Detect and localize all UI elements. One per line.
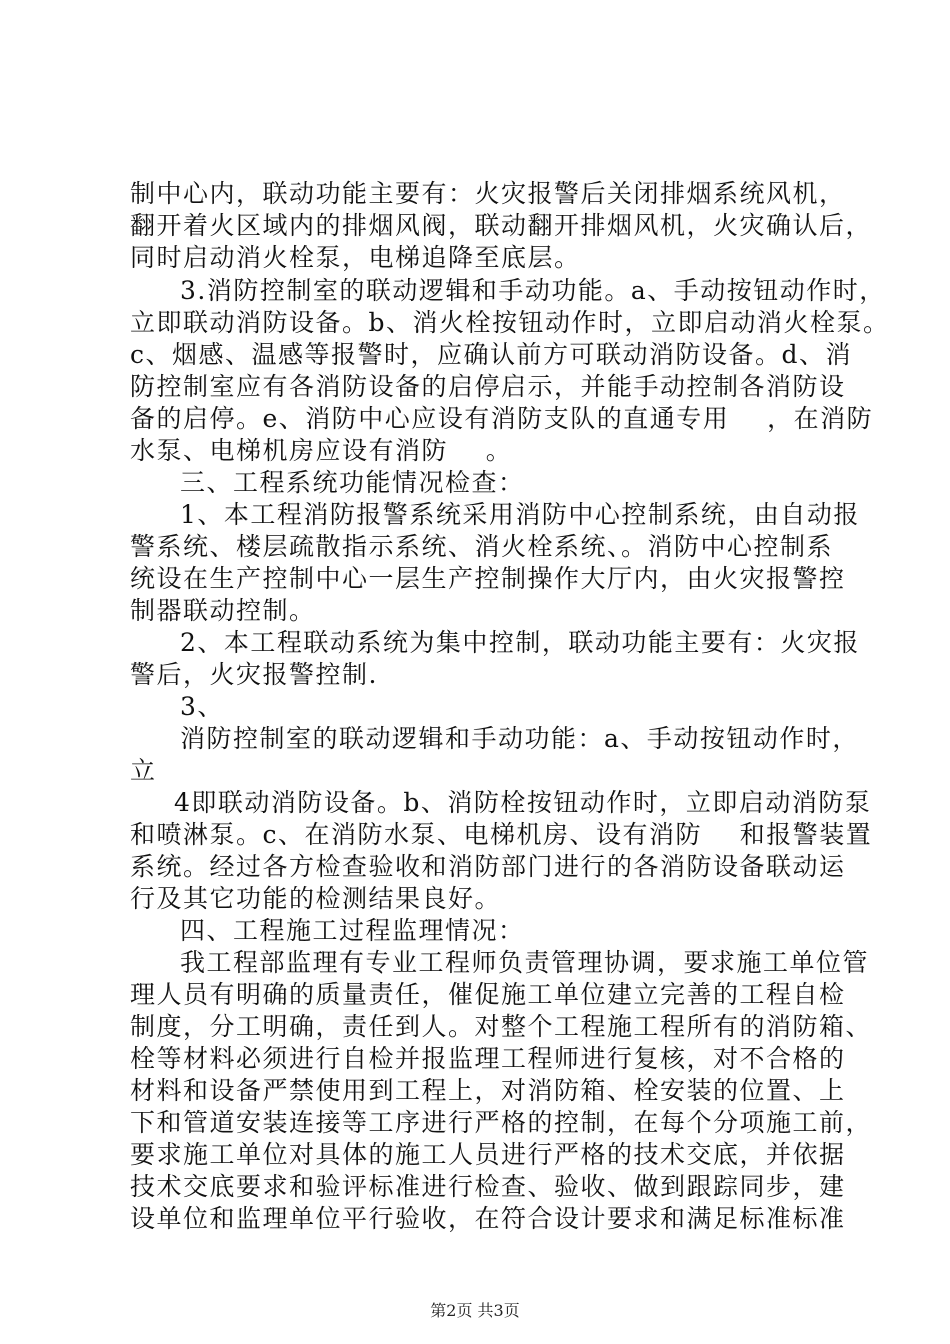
- text-line-4: 3.消防控制室的联动逻辑和手动功能。a、手动按钮动作时，: [180, 276, 886, 305]
- text-line-16: 警后，火灾报警控制.: [130, 660, 378, 689]
- text-line-29: 材料和设备严禁使用到工程上，对消防箱、栓安装的位置、上: [130, 1076, 846, 1105]
- text-line-30: 下和管道安装连接等工序进行严格的控制，在每个分项施工前，: [130, 1108, 873, 1137]
- text-line-32: 技术交底要求和验评标准进行检查、验收、做到跟踪同步，建: [130, 1172, 846, 1201]
- text-line-15: 2、本工程联动系统为集中控制，联动功能主要有：火灾报: [180, 628, 860, 657]
- text-line-1: 制中心内，联动功能主要有：火灾报警后关闭排烟系统风机，: [130, 179, 846, 208]
- text-line-23: 行及其它功能的检测结果良好。: [130, 884, 502, 913]
- text-line-2: 翻开着火区域内的排烟风阀，联动翻开排烟风机，火灾确认后，: [130, 211, 873, 240]
- text-line-11: 1、本工程消防报警系统采用消防中心控制系统，由自动报: [180, 500, 860, 529]
- text-line-26: 理人员有明确的质量责任，催促施工单位建立完善的工程自检: [130, 980, 846, 1009]
- text-line-25: 我工程部监理有专业工程师负责管理协调，要求施工单位管: [180, 948, 870, 977]
- text-line-14: 制器联动控制。: [130, 596, 316, 625]
- text-line-8: 备的启停。e、消防中心应设有消防支队的直通专用 ，在消防: [130, 404, 874, 433]
- text-line-20: 4即联动消防设备。b、消防栓按钮动作时，立即启动消防泵: [174, 788, 872, 817]
- text-line-13: 统设在生产控制中心一层生产控制操作大厅内，由火灾报警控: [130, 564, 846, 593]
- section-heading-4: 四、工程施工过程监理情况：: [180, 916, 525, 945]
- text-line-12: 警系统、楼层疏散指示系统、消火栓系统、。消防中心控制系: [130, 532, 834, 561]
- text-line-3: 同时启动消火栓泵，电梯追降至底层。: [130, 243, 581, 272]
- text-line-5: 立即联动消防设备。b、消火栓按钮动作时，立即启动消火栓泵。: [130, 308, 890, 337]
- text-line-21: 和喷淋泵。c、在消防水泵、电梯机房、设有消防 和报警装置: [130, 820, 873, 849]
- page-number-footer: 第2页 共3页: [430, 1301, 520, 1320]
- text-line-31: 要求施工单位对具体的施工人员进行严格的技术交底，并依据: [130, 1140, 846, 1169]
- text-line-6: c、烟感、温感等报警时，应确认前方可联动消防设备。d、消: [130, 340, 853, 369]
- text-line-22: 系统。经过各方检查验收和消防部门进行的各消防设备联动运: [130, 852, 846, 881]
- text-line-17: 3、: [180, 692, 224, 721]
- section-heading-3: 三、工程系统功能情况检查：: [180, 468, 525, 497]
- text-line-28: 栓等材料必须进行自检并报监理工程师进行复核，对不合格的: [130, 1044, 846, 1073]
- text-line-9: 水泵、电梯机房应设有消防 。: [130, 436, 513, 465]
- text-line-33: 设单位和监理单位平行验收，在符合设计要求和满足标准标准: [130, 1204, 846, 1233]
- text-line-19: 立: [130, 756, 157, 785]
- text-line-18: 消防控制室的联动逻辑和手动功能：a、手动按钮动作时，: [180, 724, 859, 753]
- text-line-7: 防控制室应有各消防设备的启停启示，并能手动控制各消防设: [130, 372, 846, 401]
- text-line-27: 制度，分工明确，责任到人。对整个工程施工程所有的消防箱、: [130, 1012, 873, 1041]
